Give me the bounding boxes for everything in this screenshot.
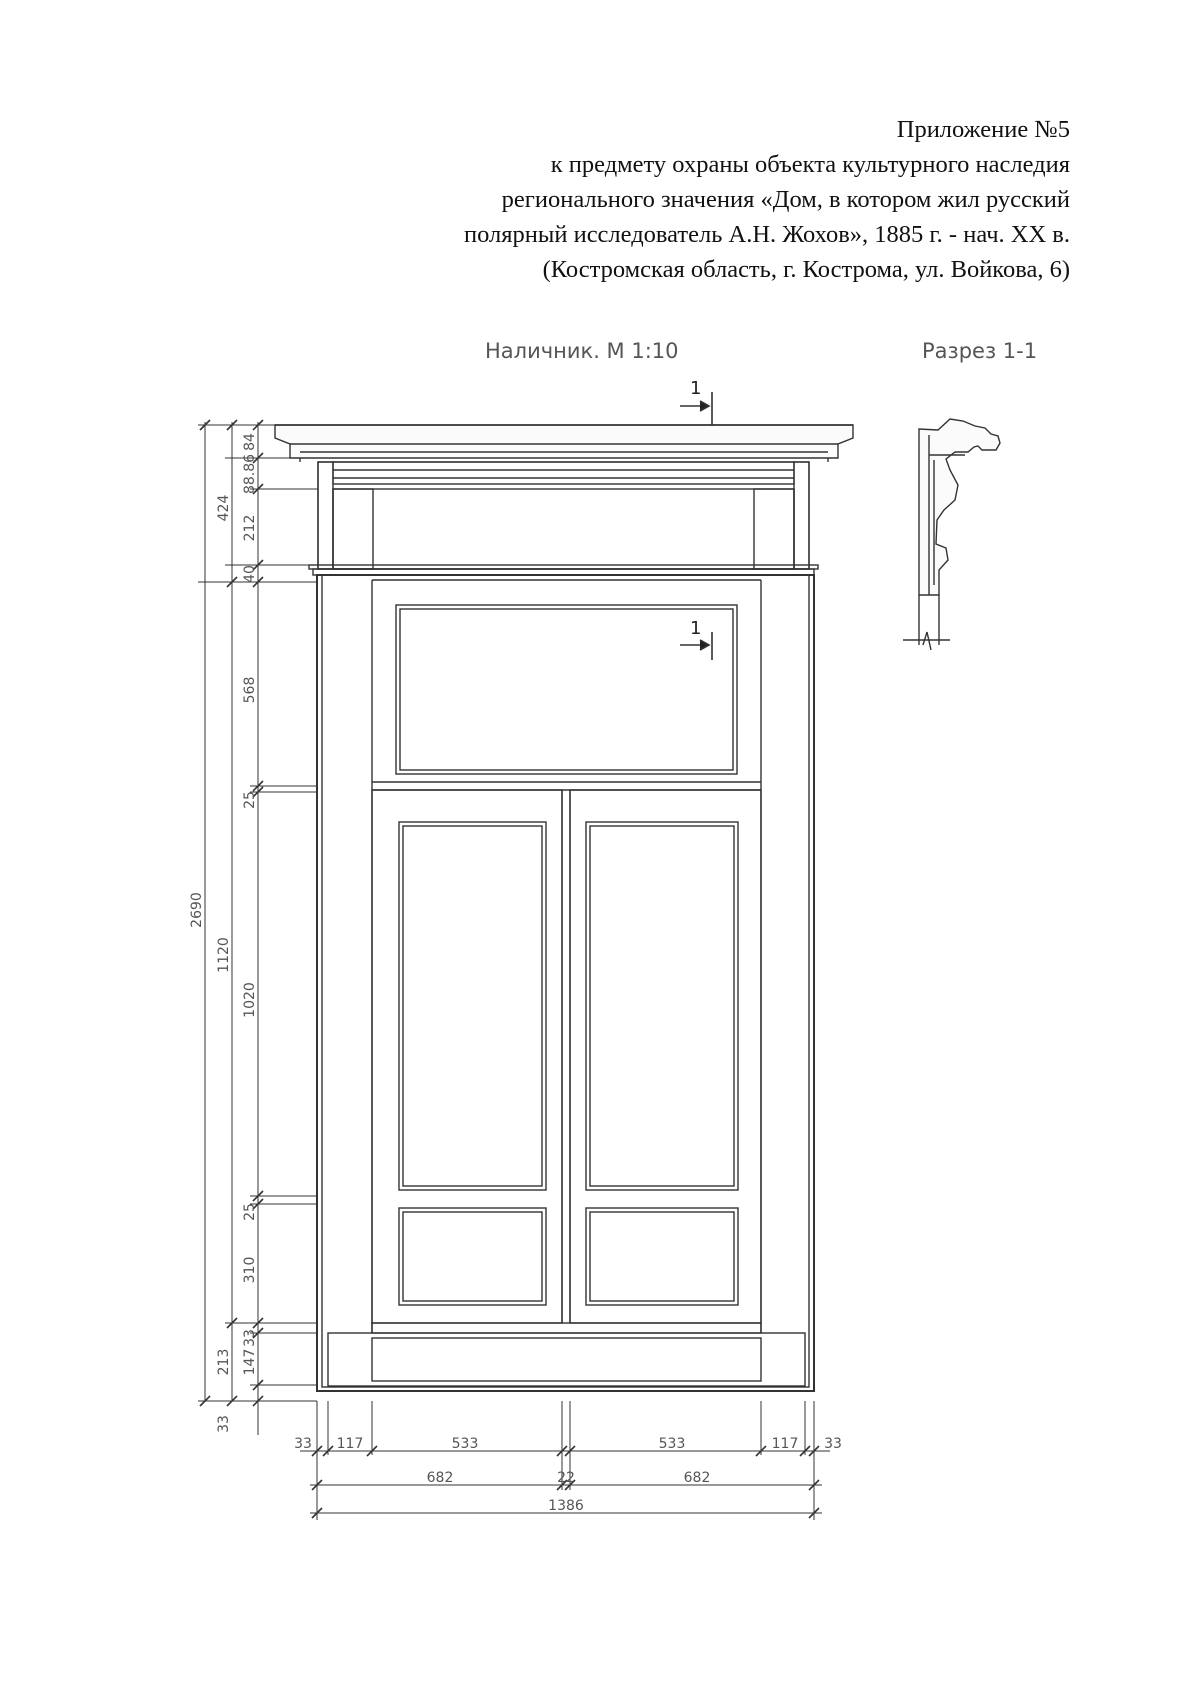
header-line-4: полярный исследователь А.Н. Жохов», 1885 г. - нач. XX в. (463, 221, 1070, 248)
dim-half-left: 682 (426, 1470, 454, 1486)
dim-mullion: 22 (557, 1470, 575, 1486)
vertical-dimension-lines (198, 422, 318, 1435)
header-line-3: регионального значения «Дом, в котором жил русский (501, 186, 1070, 213)
dim-jamb-left: 117 (336, 1436, 364, 1452)
section-mark-mid: 1 (690, 618, 702, 639)
dim-lower-panel: 310 (242, 1256, 258, 1284)
header-line-5: (Костромская область, г. Кострома, ул. Войкова, 6) (542, 256, 1070, 283)
dim-sill-mid: 147 (242, 1348, 258, 1376)
dim-cornice: 84 (242, 433, 258, 451)
dim-window: 1120 (216, 937, 232, 973)
dim-edge-right: 33 (824, 1436, 842, 1452)
dim-frieze-band: 88.86 (242, 453, 258, 495)
frieze (318, 462, 809, 569)
dim-transom-bar: 25 (242, 791, 258, 809)
dim-total-width: 1386 (548, 1498, 584, 1514)
sill-block (328, 1323, 805, 1386)
dim-top-block: 424 (216, 494, 232, 522)
vertical-dimension-labels (189, 433, 258, 1433)
dim-sill-block: 213 (216, 1348, 232, 1376)
section-mark-top: 1 (690, 378, 702, 399)
mullion (562, 790, 570, 1323)
dim-total-height: 2690 (189, 892, 205, 928)
dim-transom: 568 (242, 676, 258, 704)
cornice (275, 425, 853, 462)
dim-frieze: 212 (242, 514, 258, 542)
left-sash (372, 790, 562, 1323)
dim-sill-top: 33 (242, 1329, 258, 1347)
section-profile (903, 419, 1000, 650)
transom-window (372, 605, 761, 790)
right-sash (570, 790, 761, 1323)
drawing-title: Наличник. М 1:10 (485, 339, 679, 363)
dim-mid-bar: 25 (242, 1203, 258, 1221)
dim-upper-panel: 1020 (242, 982, 258, 1018)
shelf (309, 565, 818, 575)
dim-half-right: 682 (683, 1470, 711, 1486)
window-casing (317, 575, 814, 1391)
dim-sash-left: 533 (451, 1436, 479, 1452)
dim-edge-left: 33 (294, 1436, 312, 1452)
dim-shelf: 40 (242, 565, 258, 583)
dim-bottom: 33 (216, 1415, 232, 1433)
dim-jamb-right: 117 (771, 1436, 799, 1452)
dim-sash-right: 533 (658, 1436, 686, 1452)
section-title: Разрез 1-1 (922, 339, 1038, 363)
header-line-2: к предмету охраны объекта культурного наследия (550, 151, 1070, 178)
header-line-1: Приложение №5 (896, 116, 1070, 143)
